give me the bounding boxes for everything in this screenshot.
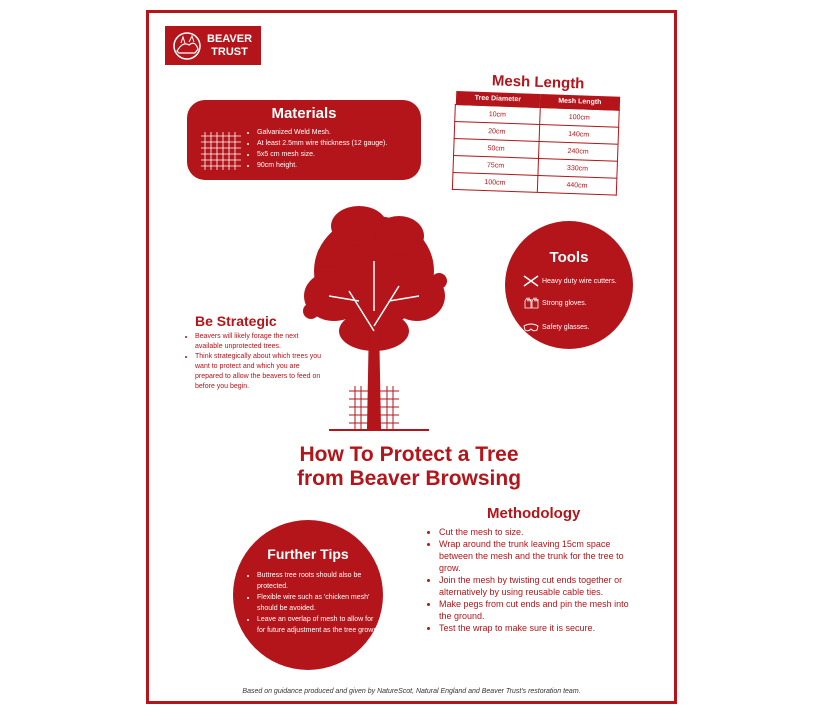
tool-item bbox=[523, 321, 589, 333]
list-item: • Think strategically about which trees you want to protect and which you are prepared to allow the beavers to feed on before you begin. bbox=[195, 352, 323, 392]
list-item: • At least 2.5mm wire thickness (12 gauge). bbox=[257, 138, 387, 149]
materials-list bbox=[247, 127, 387, 171]
list-item: • Join the mesh by twisting cut ends together or alternatively by using reusable cable ties. bbox=[439, 574, 639, 598]
table-cell: 50cm bbox=[454, 138, 539, 158]
further-tips-title: Further Tips bbox=[267, 546, 349, 562]
logo-line-1: BEAVER bbox=[207, 33, 253, 45]
table-cell: 330cm bbox=[538, 158, 618, 178]
mesh-length-table bbox=[452, 91, 620, 196]
be-strategic-title: Be Strategic bbox=[195, 313, 277, 329]
table-cell: 20cm bbox=[454, 121, 539, 141]
methodology-section bbox=[429, 505, 639, 634]
safety-glasses-icon bbox=[523, 321, 539, 333]
methodology-list bbox=[429, 526, 639, 634]
materials-title: Materials bbox=[271, 105, 337, 122]
tool-item bbox=[523, 297, 587, 309]
list-item: • Galvanized Weld Mesh. bbox=[257, 127, 387, 138]
be-strategic-list bbox=[183, 332, 323, 392]
mesh-length-section bbox=[452, 71, 621, 196]
tools-title: Tools bbox=[549, 249, 589, 266]
wire-cutter-icon bbox=[523, 275, 539, 287]
further-tips-list bbox=[247, 570, 379, 636]
table-cell: 75cm bbox=[453, 155, 538, 175]
weld-mesh-icon bbox=[201, 132, 241, 170]
materials-box bbox=[187, 100, 421, 180]
title-line-2: from Beaver Browsing bbox=[296, 467, 522, 490]
table-cell: 440cm bbox=[537, 175, 617, 195]
list-item: • Cut the mesh to size. bbox=[439, 526, 639, 538]
list-item: • 5x5 cm mesh size. bbox=[257, 149, 387, 160]
methodology-title: Methodology bbox=[487, 505, 581, 522]
logo-line-2: TRUST bbox=[211, 46, 248, 58]
tool-label: Safety glasses. bbox=[542, 323, 590, 331]
title-line-1: How To Protect a Tree bbox=[299, 443, 519, 466]
tool-label: Strong gloves. bbox=[542, 299, 587, 307]
list-item: • Flexible wire such as 'chicken mesh' should be avoided. bbox=[257, 592, 379, 614]
beaver-emblem-icon bbox=[171, 31, 203, 61]
table-cell: 100cm bbox=[452, 172, 537, 192]
further-tips-circle bbox=[233, 520, 383, 670]
logo-text bbox=[207, 33, 252, 59]
mesh-length-title: Mesh Length bbox=[491, 72, 585, 93]
list-item: • Beavers will likely forage the next available unprotected trees. bbox=[195, 332, 323, 352]
list-item: • Test the wrap to make sure it is secure. bbox=[439, 622, 639, 634]
footer-credit: Based on guidance produced and given by NatureScot, Natural England and Beaver Trust's restoration team. bbox=[242, 688, 581, 695]
be-strategic-section bbox=[183, 313, 323, 392]
list-item: • Leave an overlap of mesh to allow for for future adjustment as the tree grows. bbox=[257, 614, 379, 636]
tools-circle bbox=[505, 221, 633, 349]
poster bbox=[146, 10, 677, 704]
column-header: Mesh Length bbox=[540, 94, 620, 110]
page-title bbox=[259, 443, 559, 491]
table-cell: 100cm bbox=[539, 107, 619, 127]
list-item: • Make pegs from cut ends and pin the mesh into the ground. bbox=[439, 598, 639, 622]
table-cell: 10cm bbox=[455, 104, 540, 124]
list-item: • Buttress tree roots should also be protected. bbox=[257, 570, 379, 592]
tool-item bbox=[523, 275, 617, 287]
tool-label: Heavy duty wire cutters. bbox=[542, 277, 617, 285]
beaver-trust-logo bbox=[165, 26, 261, 65]
table-cell: 140cm bbox=[539, 124, 619, 144]
table-cell: 240cm bbox=[538, 141, 618, 161]
list-item: • 90cm height. bbox=[257, 160, 387, 171]
list-item: • Wrap around the trunk leaving 15cm space between the mesh and the trunk for the tree to grow. bbox=[439, 538, 639, 574]
column-header: Tree Diameter bbox=[455, 91, 540, 107]
gloves-icon bbox=[523, 297, 539, 309]
